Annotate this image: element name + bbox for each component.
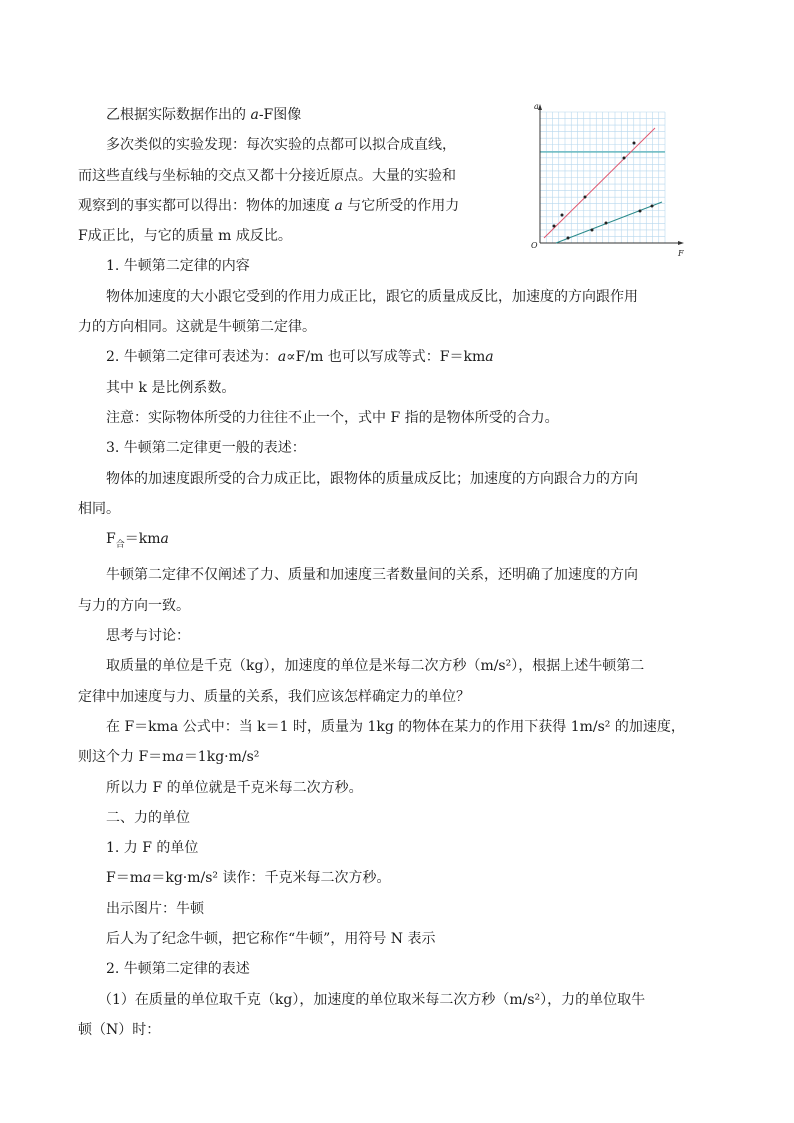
section-heading: 3. 牛顿第二定律更一般的表述： bbox=[106, 440, 306, 457]
paragraph: 注意：实际物体所受的力往往不止一个，式中 F 指的是物体所受的合力。 bbox=[106, 409, 559, 426]
text-run: a bbox=[160, 531, 169, 548]
text-run: a bbox=[485, 349, 494, 366]
text-run: F bbox=[106, 531, 116, 548]
text-run: 2. 牛顿第二定律可表述为： bbox=[106, 349, 278, 366]
text-run: 观察到的事实都可以得出：物体的加速度 bbox=[78, 197, 335, 214]
section-heading: 二、力的单位 bbox=[106, 809, 190, 826]
paragraph: （1）在质量的单位取千克（kg），加速度的单位取米每二次方秒（m/s²），力的单位取牛 bbox=[98, 991, 646, 1008]
paragraph bbox=[78, 191, 508, 221]
text-run: ＝km bbox=[124, 531, 161, 548]
paragraph bbox=[78, 100, 508, 130]
paragraph: 所以力 F 的单位就是千克米每二次方秒。 bbox=[106, 779, 363, 796]
origin-label: O bbox=[531, 241, 538, 250]
section-heading: 1. 牛顿第二定律的内容 bbox=[106, 258, 250, 275]
text-run: a bbox=[250, 107, 259, 123]
paragraph: 出示图片：牛顿 bbox=[106, 900, 204, 917]
text-run: ＝kg·m/s² 读作：千克米每二次方秒。 bbox=[151, 870, 391, 887]
text-run: 与它所受的作用力 bbox=[342, 197, 460, 214]
formula bbox=[78, 863, 718, 893]
subscript: 合 bbox=[115, 540, 125, 551]
text-run: F＝m bbox=[106, 870, 143, 887]
text-run: 则这个力 F＝m bbox=[78, 749, 176, 766]
paragraph bbox=[78, 342, 718, 372]
paragraph: 相同。 bbox=[78, 500, 120, 517]
text-run: ∝F/m 也可以写成等式：F＝km bbox=[286, 349, 486, 366]
paragraph bbox=[78, 742, 718, 772]
paragraph: 其中 k 是比例系数。 bbox=[106, 379, 236, 396]
y-axis-label: a bbox=[534, 102, 539, 111]
paragraph: 取质量的单位是千克（kg），加速度的单位是米每二次方秒（m/s²），根据上述牛顿第二 bbox=[106, 658, 645, 675]
paragraph: 定律中加速度与力、质量的关系，我们应该怎样确定力的单位？ bbox=[78, 688, 470, 705]
text-run: ＝1kg·m/s² bbox=[183, 749, 260, 766]
section-heading: 1. 力 F 的单位 bbox=[106, 840, 199, 857]
paragraph: 物体的加速度跟所受的合力成正比，跟物体的质量成反比；加速度的方向跟合力的方向 bbox=[106, 470, 638, 487]
paragraph: F成正比，与它的质量 m 成反比。 bbox=[78, 228, 292, 245]
text-run: a bbox=[143, 870, 152, 887]
paragraph: 多次类似的实验发现：每次实验的点都可以拟合成直线， bbox=[106, 137, 456, 154]
lesson-text bbox=[78, 100, 718, 1045]
x-axis-label: F bbox=[678, 249, 684, 258]
text-run: a bbox=[277, 349, 287, 366]
paragraph: 而这些直线与坐标轴的交点又都十分接近原点。大量的实验和 bbox=[78, 167, 456, 184]
section-heading: 2. 牛顿第二定律的表述 bbox=[106, 961, 250, 978]
text-run: a bbox=[334, 197, 343, 214]
text-run: 乙根据实际数据作出的 bbox=[106, 107, 251, 123]
paragraph: 在 F＝kma 公式中：当 k＝1 时，质量为 1kg 的物体在某力的作用下获得 1m/s² 的加速度， bbox=[106, 718, 685, 735]
paragraph: 与力的方向一致。 bbox=[78, 597, 190, 614]
paragraph: 思考与讨论： bbox=[106, 628, 190, 645]
paragraph: 力的方向相同。这就是牛顿第二定律。 bbox=[78, 319, 316, 336]
paragraph: 物体加速度的大小跟它受到的作用力成正比，跟它的质量成反比，加速度的方向跟作用 bbox=[106, 288, 638, 305]
paragraph: 牛顿第二定律不仅阐述了力、质量和加速度三者数量间的关系，还明确了加速度的方向 bbox=[106, 567, 638, 584]
text-run: -F图像 bbox=[258, 107, 302, 123]
paragraph: 后人为了纪念牛顿，把它称作“牛顿”，用符号 N 表示 bbox=[106, 931, 436, 948]
paragraph: 顿（N）时： bbox=[78, 1021, 161, 1038]
text-run: a bbox=[175, 749, 184, 766]
formula bbox=[78, 524, 718, 560]
